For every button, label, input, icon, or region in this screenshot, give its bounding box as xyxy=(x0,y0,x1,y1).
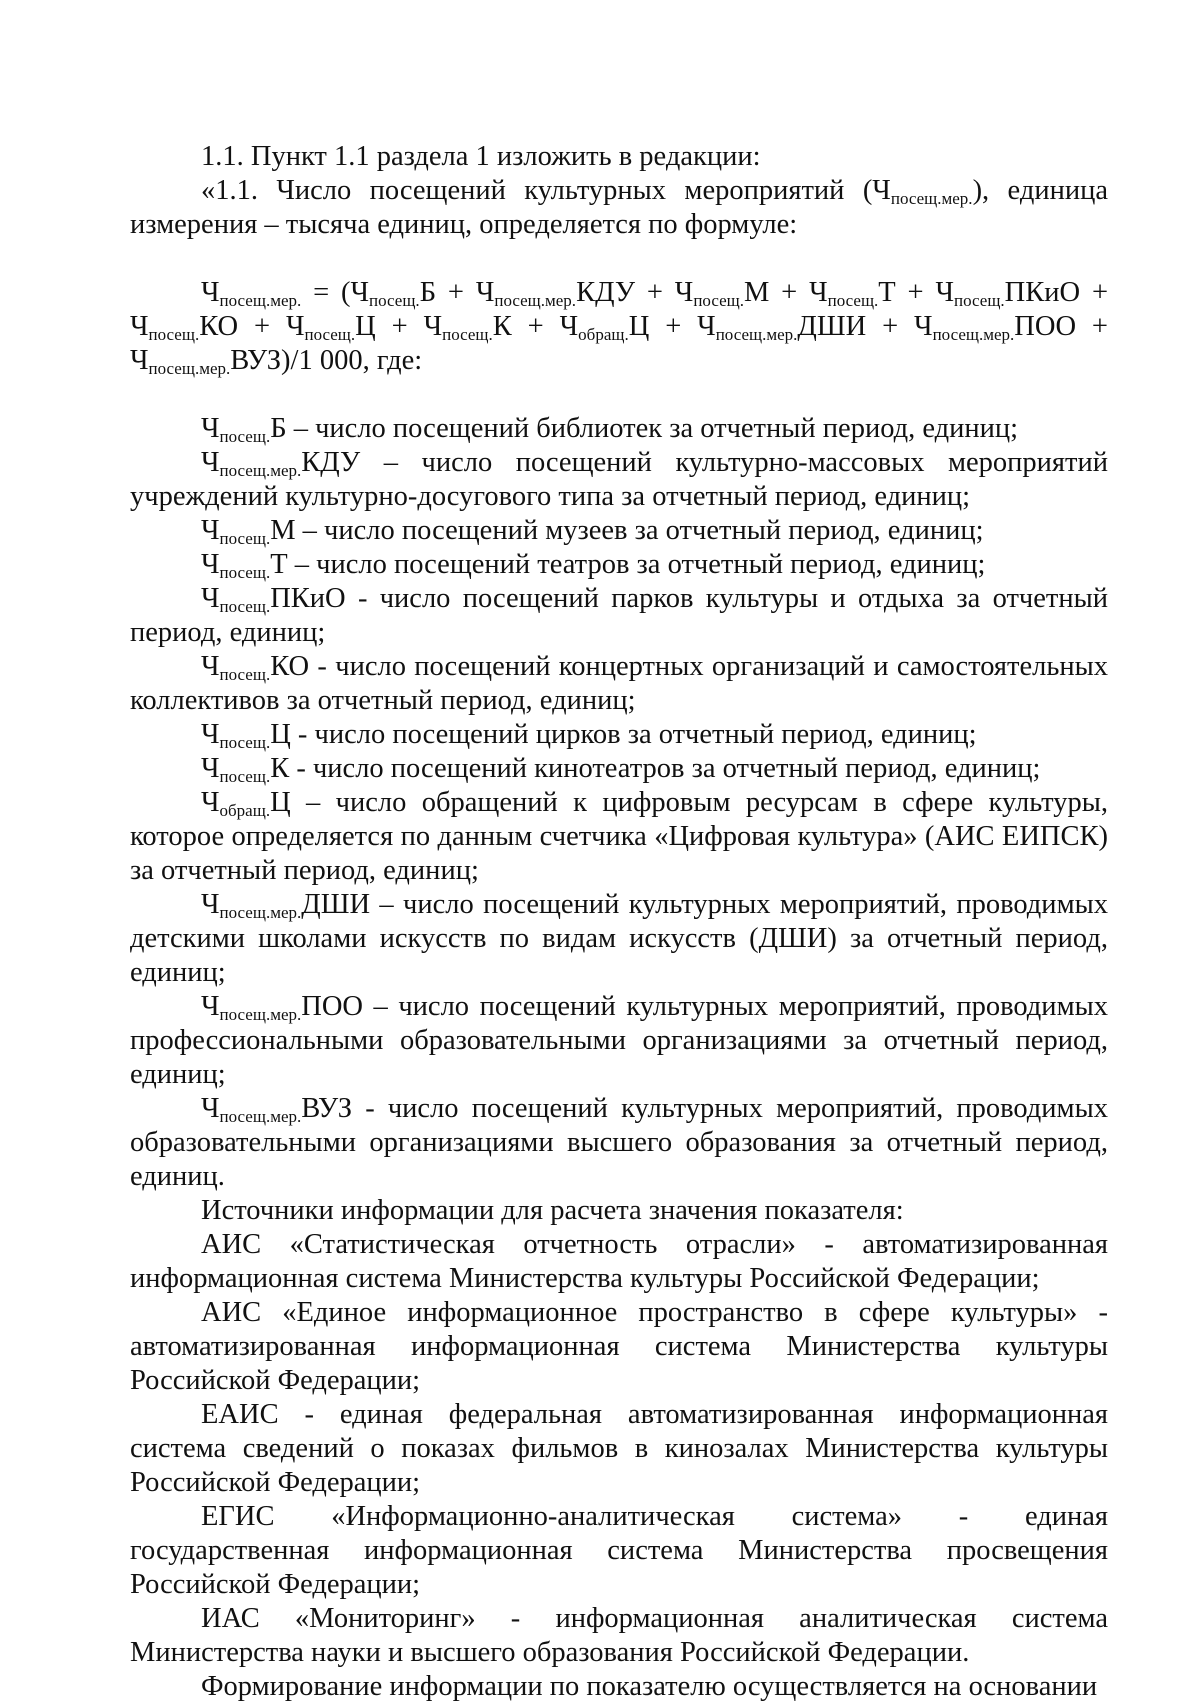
formula-term-name: М xyxy=(744,277,770,308)
definition-name: Ц xyxy=(270,719,291,750)
definition-symbol: Ч xyxy=(201,549,220,580)
definition-item xyxy=(130,718,1108,752)
definition-symbol: Ч xyxy=(201,1093,220,1124)
definition-item xyxy=(130,582,1108,650)
definition-subscript: посещ. xyxy=(219,427,271,446)
formula-plus: + xyxy=(895,277,936,308)
formula-plus: + xyxy=(769,277,810,308)
formula-term-name: Б xyxy=(419,277,437,308)
definition-item xyxy=(130,888,1108,990)
definition-symbol: Ч xyxy=(201,447,220,478)
definition-subscript: посещ.мер. xyxy=(219,461,302,480)
definition-text: – число посещений театров за отчетный период, единиц; xyxy=(287,549,986,580)
formula-plus: + xyxy=(635,277,675,308)
definition-text: – число посещений культурных мероприятий, проводимых детскими школами искусств по видам искусств (ДШИ) за отчетный период, единиц; xyxy=(130,889,1108,988)
definition-name: Т xyxy=(270,549,288,580)
formula-term-symbol: Ч xyxy=(350,277,370,308)
closing-paragraph: Формирование информации по показателю осуществляется на основании xyxy=(201,1671,1098,1702)
formula-equals: = ( xyxy=(301,277,351,308)
formula-term-name: КО xyxy=(199,311,239,342)
formula-term-subscript: посещ.мер. xyxy=(932,325,1015,344)
definition-subscript: посещ. xyxy=(219,597,271,616)
definition-text: - число посещений цирков за отчетный период, единиц; xyxy=(290,719,977,750)
formula-term-subscript: посещ.мер. xyxy=(494,291,577,310)
formula-term-name: Ц xyxy=(628,311,650,342)
definition-item xyxy=(130,650,1108,718)
definition-text: – число посещений культурно-массовых мероприятий учреждений культурно-досугового типа за отчетный период, единиц; xyxy=(130,447,1108,512)
definition-symbol: Ч xyxy=(201,753,220,784)
sources-heading: Источники информации для расчета значения показателя: xyxy=(201,1195,904,1226)
formula-term-subscript: посещ. xyxy=(827,291,879,310)
spacer xyxy=(130,242,1108,276)
definition-item xyxy=(130,548,1108,582)
formula-term-subscript: посещ. xyxy=(369,291,420,310)
definition-text: – число посещений культурных мероприятий, проводимых профессиональными образовательными организациями за отчетный период, единиц; xyxy=(130,991,1108,1090)
formula-lhs-symbol: Ч xyxy=(201,277,220,308)
definition-symbol: Ч xyxy=(201,889,220,920)
spacer xyxy=(130,378,1108,412)
definition-item xyxy=(130,412,1108,446)
formula-term-subscript: обращ. xyxy=(578,325,629,344)
definition-subscript: посещ.мер. xyxy=(219,1005,302,1024)
formula-term-symbol: Ч xyxy=(130,311,149,342)
intro-before: «1.1. Число посещений культурных мероприятий (Ч xyxy=(201,175,891,206)
definition-name: Б xyxy=(270,413,287,444)
definition-text: - число посещений парков культуры и отдыха за отчетный период, единиц; xyxy=(130,583,1108,648)
definition-name: М xyxy=(270,515,296,546)
definition-name: ПКиО xyxy=(270,583,346,614)
definition-name: ДШИ xyxy=(301,889,371,920)
formula xyxy=(130,276,1108,378)
formula-plus: + xyxy=(1076,311,1108,342)
definition-subscript: посещ.мер. xyxy=(219,903,302,922)
definition-name: ПОО xyxy=(301,991,363,1022)
definition-subscript: посещ. xyxy=(219,733,271,752)
definition-subscript: посещ.мер. xyxy=(219,1107,302,1126)
definition-symbol: Ч xyxy=(201,991,220,1022)
definition-subscript: посещ. xyxy=(219,529,271,548)
definition-subscript: посещ. xyxy=(219,563,271,582)
formula-term-symbol: Ч xyxy=(914,311,933,342)
definition-symbol: Ч xyxy=(201,787,220,818)
formula-term-symbol: Ч xyxy=(809,277,828,308)
definition-text: – число посещений музеев за отчетный период, единиц; xyxy=(295,515,984,546)
formula-term-subscript: посещ.мер. xyxy=(715,325,798,344)
formula-plus: + xyxy=(866,311,915,342)
formula-term-name: Ц xyxy=(355,311,376,342)
definition-symbol: Ч xyxy=(201,515,220,546)
source-item: АИС «Статистическая отчетность отрасли» - автоматизированная информационная система Министерства культуры Российской Федерации; xyxy=(130,1229,1108,1294)
formula-plus: + xyxy=(649,311,698,342)
definition-symbol: Ч xyxy=(201,651,220,682)
sources-list xyxy=(130,1228,1108,1670)
formula-term-symbol: Ч xyxy=(285,311,305,342)
formula-term-name: К xyxy=(492,311,512,342)
formula-term-name: Т xyxy=(878,277,896,308)
definition-name: КДУ xyxy=(301,447,361,478)
intro-paragraph xyxy=(130,174,1108,242)
formula-plus: + xyxy=(1080,277,1109,308)
amendment-heading: 1.1. Пункт 1.1 раздела 1 изложить в редакции: xyxy=(201,141,761,172)
definition-name: ВУЗ xyxy=(301,1093,353,1124)
formula-term-subscript: посещ.мер. xyxy=(148,359,231,378)
formula-term-subscript: посещ. xyxy=(148,325,200,344)
formula-term-name: ДШИ xyxy=(797,311,867,342)
formula-term-subscript: посещ. xyxy=(304,325,356,344)
formula-plus: + xyxy=(511,311,560,342)
intro-after: ), единица измерения – тысяча единиц, определяется по формуле: xyxy=(130,175,1108,240)
formula-term-symbol: Ч xyxy=(697,311,716,342)
formula-term-name: ПКиО xyxy=(1004,277,1081,308)
formula-term-subscript: посещ. xyxy=(442,325,493,344)
definition-item xyxy=(130,514,1108,548)
definition-subscript: обращ. xyxy=(219,801,271,820)
definition-symbol: Ч xyxy=(201,719,220,750)
definition-name: К xyxy=(270,753,290,784)
formula-term-symbol: Ч xyxy=(559,311,579,342)
definition-subscript: посещ. xyxy=(219,665,271,684)
definition-text: – число обращений к цифровым ресурсам в сфере культуры, которое определяется по данным счетчика «Цифровая культура» (АИС ЕИПСК) за отчетный период, единиц; xyxy=(130,787,1108,886)
definition-symbol: Ч xyxy=(201,583,220,614)
formula-term-symbol: Ч xyxy=(475,277,495,308)
source-item: АИС «Единое информационное пространство в сфере культуры» - автоматизированная информационная система Министерства культуры Российской Федерации; xyxy=(130,1297,1108,1396)
formula-tail: )/1 000, где: xyxy=(281,345,423,376)
definitions-list xyxy=(130,412,1108,1194)
source-item: ЕАИС - единая федеральная автоматизированная информационная система сведений о показах фильмов в кинозалах Министерства культуры Российской Федерации; xyxy=(130,1399,1108,1498)
formula-term-name: ПОО xyxy=(1014,311,1077,342)
definition-text: - число посещений культурных мероприятий, проводимых образовательными организациями высшего образования за отчетный период, единиц. xyxy=(130,1093,1108,1192)
source-item: ИАС «Мониторинг» - информационная аналитическая система Министерства науки и высшего образования Российской Федерации. xyxy=(130,1603,1108,1668)
definition-item xyxy=(130,990,1108,1092)
formula-term-symbol: Ч xyxy=(130,345,149,376)
definition-text: – число посещений библиотек за отчетный период, единиц; xyxy=(286,413,1019,444)
formula-term-subscript: посещ. xyxy=(693,291,744,310)
formula-term-symbol: Ч xyxy=(423,311,443,342)
formula-term-name: ВУЗ xyxy=(230,345,282,376)
definition-subscript: посещ. xyxy=(219,767,271,786)
definition-item xyxy=(130,786,1108,888)
formula-lhs-subscript: посещ.мер. xyxy=(219,291,302,310)
definition-item xyxy=(130,1092,1108,1194)
formula-term-subscript: посещ. xyxy=(954,291,1005,310)
formula-term-symbol: Ч xyxy=(935,277,954,308)
definition-symbol: Ч xyxy=(201,413,220,444)
formula-term-name: КДУ xyxy=(576,277,636,308)
intro-subscript: посещ.мер. xyxy=(890,189,973,208)
definition-item xyxy=(130,446,1108,514)
definition-name: Ц xyxy=(270,787,291,818)
formula-plus: + xyxy=(375,311,424,342)
formula-plus: + xyxy=(238,311,286,342)
definition-text: - число посещений кинотеатров за отчетный период, единиц; xyxy=(289,753,1041,784)
definition-text: - число посещений концертных организаций и самостоятельных коллективов за отчетный период, единиц; xyxy=(130,651,1108,716)
formula-plus: + xyxy=(436,277,476,308)
definition-item xyxy=(130,752,1108,786)
source-item: ЕГИС «Информационно-аналитическая система» - единая государственная информационная система Министерства просвещения Российской Федерации; xyxy=(130,1501,1108,1600)
formula-term-symbol: Ч xyxy=(674,277,694,308)
definition-name: КО xyxy=(270,651,310,682)
